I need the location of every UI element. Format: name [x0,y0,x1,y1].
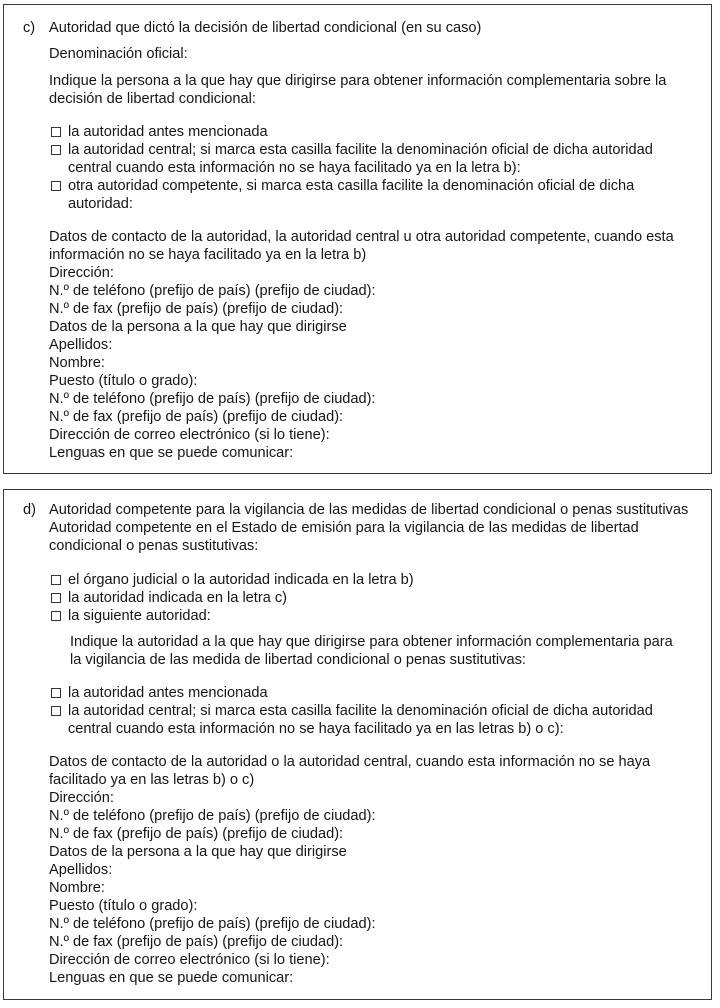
field-address: Dirección: [49,265,114,281]
indicate-text-line2: decisión de libertad condicional: [49,91,256,107]
section-d-letter: d) [23,502,36,518]
field-email: Dirección de correo electrónico (si lo tiene): [49,952,330,968]
field-fax: N.º de fax (prefijo de país) (prefijo de ciudad): [49,301,344,317]
section-d-heading: Autoridad competente para la vigilancia de las medidas de libertad condicional o penas sustitutivas [49,502,689,518]
checkbox-following-authority[interactable] [51,611,61,621]
checkbox-central-authority[interactable] [51,145,61,155]
subheading-line1: Autoridad competente en el Estado de emisión para la vigilancia de las medidas de libertad [49,520,639,536]
field-person-data: Datos de la persona a la que hay que dirigirse [49,319,347,335]
option-other-authority [49,178,694,196]
option-label: la autoridad antes mencionada [68,685,268,701]
option-following-authority [49,608,694,626]
field-languages: Lenguas en que se puede comunicar: [49,445,294,461]
option-label-cont: central cuando esta información no se haya facilitado ya en las letras b) o c): [68,721,564,737]
field-email: Dirección de correo electrónico (si lo tiene): [49,427,330,443]
field-surname: Apellidos: [49,862,113,878]
field-name: Nombre: [49,355,105,371]
subheading-line2: condicional o penas sustitutivas: [49,538,259,554]
option-central-authority [49,142,694,160]
section-d-box [3,489,712,1000]
field-fax: N.º de fax (prefijo de país) (prefijo de ciudad): [49,826,344,842]
contact-text-line2: facilitado ya en las letras b) o c) [49,772,255,788]
field-position: Puesto (título o grado): [49,898,198,914]
checkbox-other-authority[interactable] [51,181,61,191]
option-authority-above [49,685,694,703]
field-position: Puesto (título o grado): [49,373,198,389]
field-name: Nombre: [49,880,105,896]
contact-text-line1: Datos de contacto de la autoridad, la autoridad central u otra autoridad competente, cuando esta [49,229,674,245]
field-phone: N.º de teléfono (prefijo de país) (prefijo de ciudad): [49,808,376,824]
option-label: la autoridad indicada en la letra c) [68,590,288,606]
field-phone: N.º de teléfono (prefijo de país) (prefijo de ciudad): [49,283,376,299]
checkbox-authority-letter-c[interactable] [51,593,61,603]
option-label: la siguiente autoridad: [68,608,211,624]
field-phone-2: N.º de teléfono (prefijo de país) (prefijo de ciudad): [49,391,376,407]
checkbox-judicial-body[interactable] [51,575,61,585]
option-authority-letter-c [49,590,694,608]
option-central-authority [49,703,694,721]
checkbox-central-authority[interactable] [51,706,61,716]
indicate-text-line2: la vigilancia de las medida de libertad condicional o penas sustitutivas: [70,652,526,668]
option-label-cont: central cuando esta información no se haya facilitado ya en la letra b): [68,160,521,176]
section-c-heading: Autoridad que dictó la decisión de libertad condicional (en su caso) [49,20,482,36]
field-fax-2: N.º de fax (prefijo de país) (prefijo de ciudad): [49,409,344,425]
field-surname: Apellidos: [49,337,113,353]
option-judicial-body [49,572,694,590]
checkbox-authority-above[interactable] [51,127,61,137]
field-phone-2: N.º de teléfono (prefijo de país) (prefijo de ciudad): [49,916,376,932]
option-label: la autoridad central; si marca esta casilla facilite la denominación oficial de dicha autoridad [68,703,653,719]
indicate-text-line1: Indique la autoridad a la que hay que dirigirse para obtener información complementaria para [70,634,673,650]
section-c-box [3,4,712,474]
indicate-text-line1: Indique la persona a la que hay que dirigirse para obtener información complementaria sobre la [49,73,667,89]
option-label: el órgano judicial o la autoridad indicada en la letra b) [68,572,414,588]
option-label: la autoridad antes mencionada [68,124,268,140]
field-person-data: Datos de la persona a la que hay que dirigirse [49,844,347,860]
checkbox-authority-above[interactable] [51,688,61,698]
option-label-cont: autoridad: [68,196,133,212]
contact-text-line2: información no se haya facilitado ya en la letra b) [49,247,367,263]
option-label: otra autoridad competente, si marca esta casilla facilite la denominación oficial de dicha [68,178,635,194]
field-fax-2: N.º de fax (prefijo de país) (prefijo de ciudad): [49,934,344,950]
contact-text-line1: Datos de contacto de la autoridad o la autoridad central, cuando esta información no se haya [49,754,651,770]
option-label: la autoridad central; si marca esta casilla facilite la denominación oficial de dicha autoridad [68,142,653,158]
option-authority-above [49,124,694,142]
field-address: Dirección: [49,790,114,806]
section-c-letter: c) [23,20,36,36]
official-name-label: Denominación oficial: [49,46,188,62]
field-languages: Lenguas en que se puede comunicar: [49,970,294,986]
